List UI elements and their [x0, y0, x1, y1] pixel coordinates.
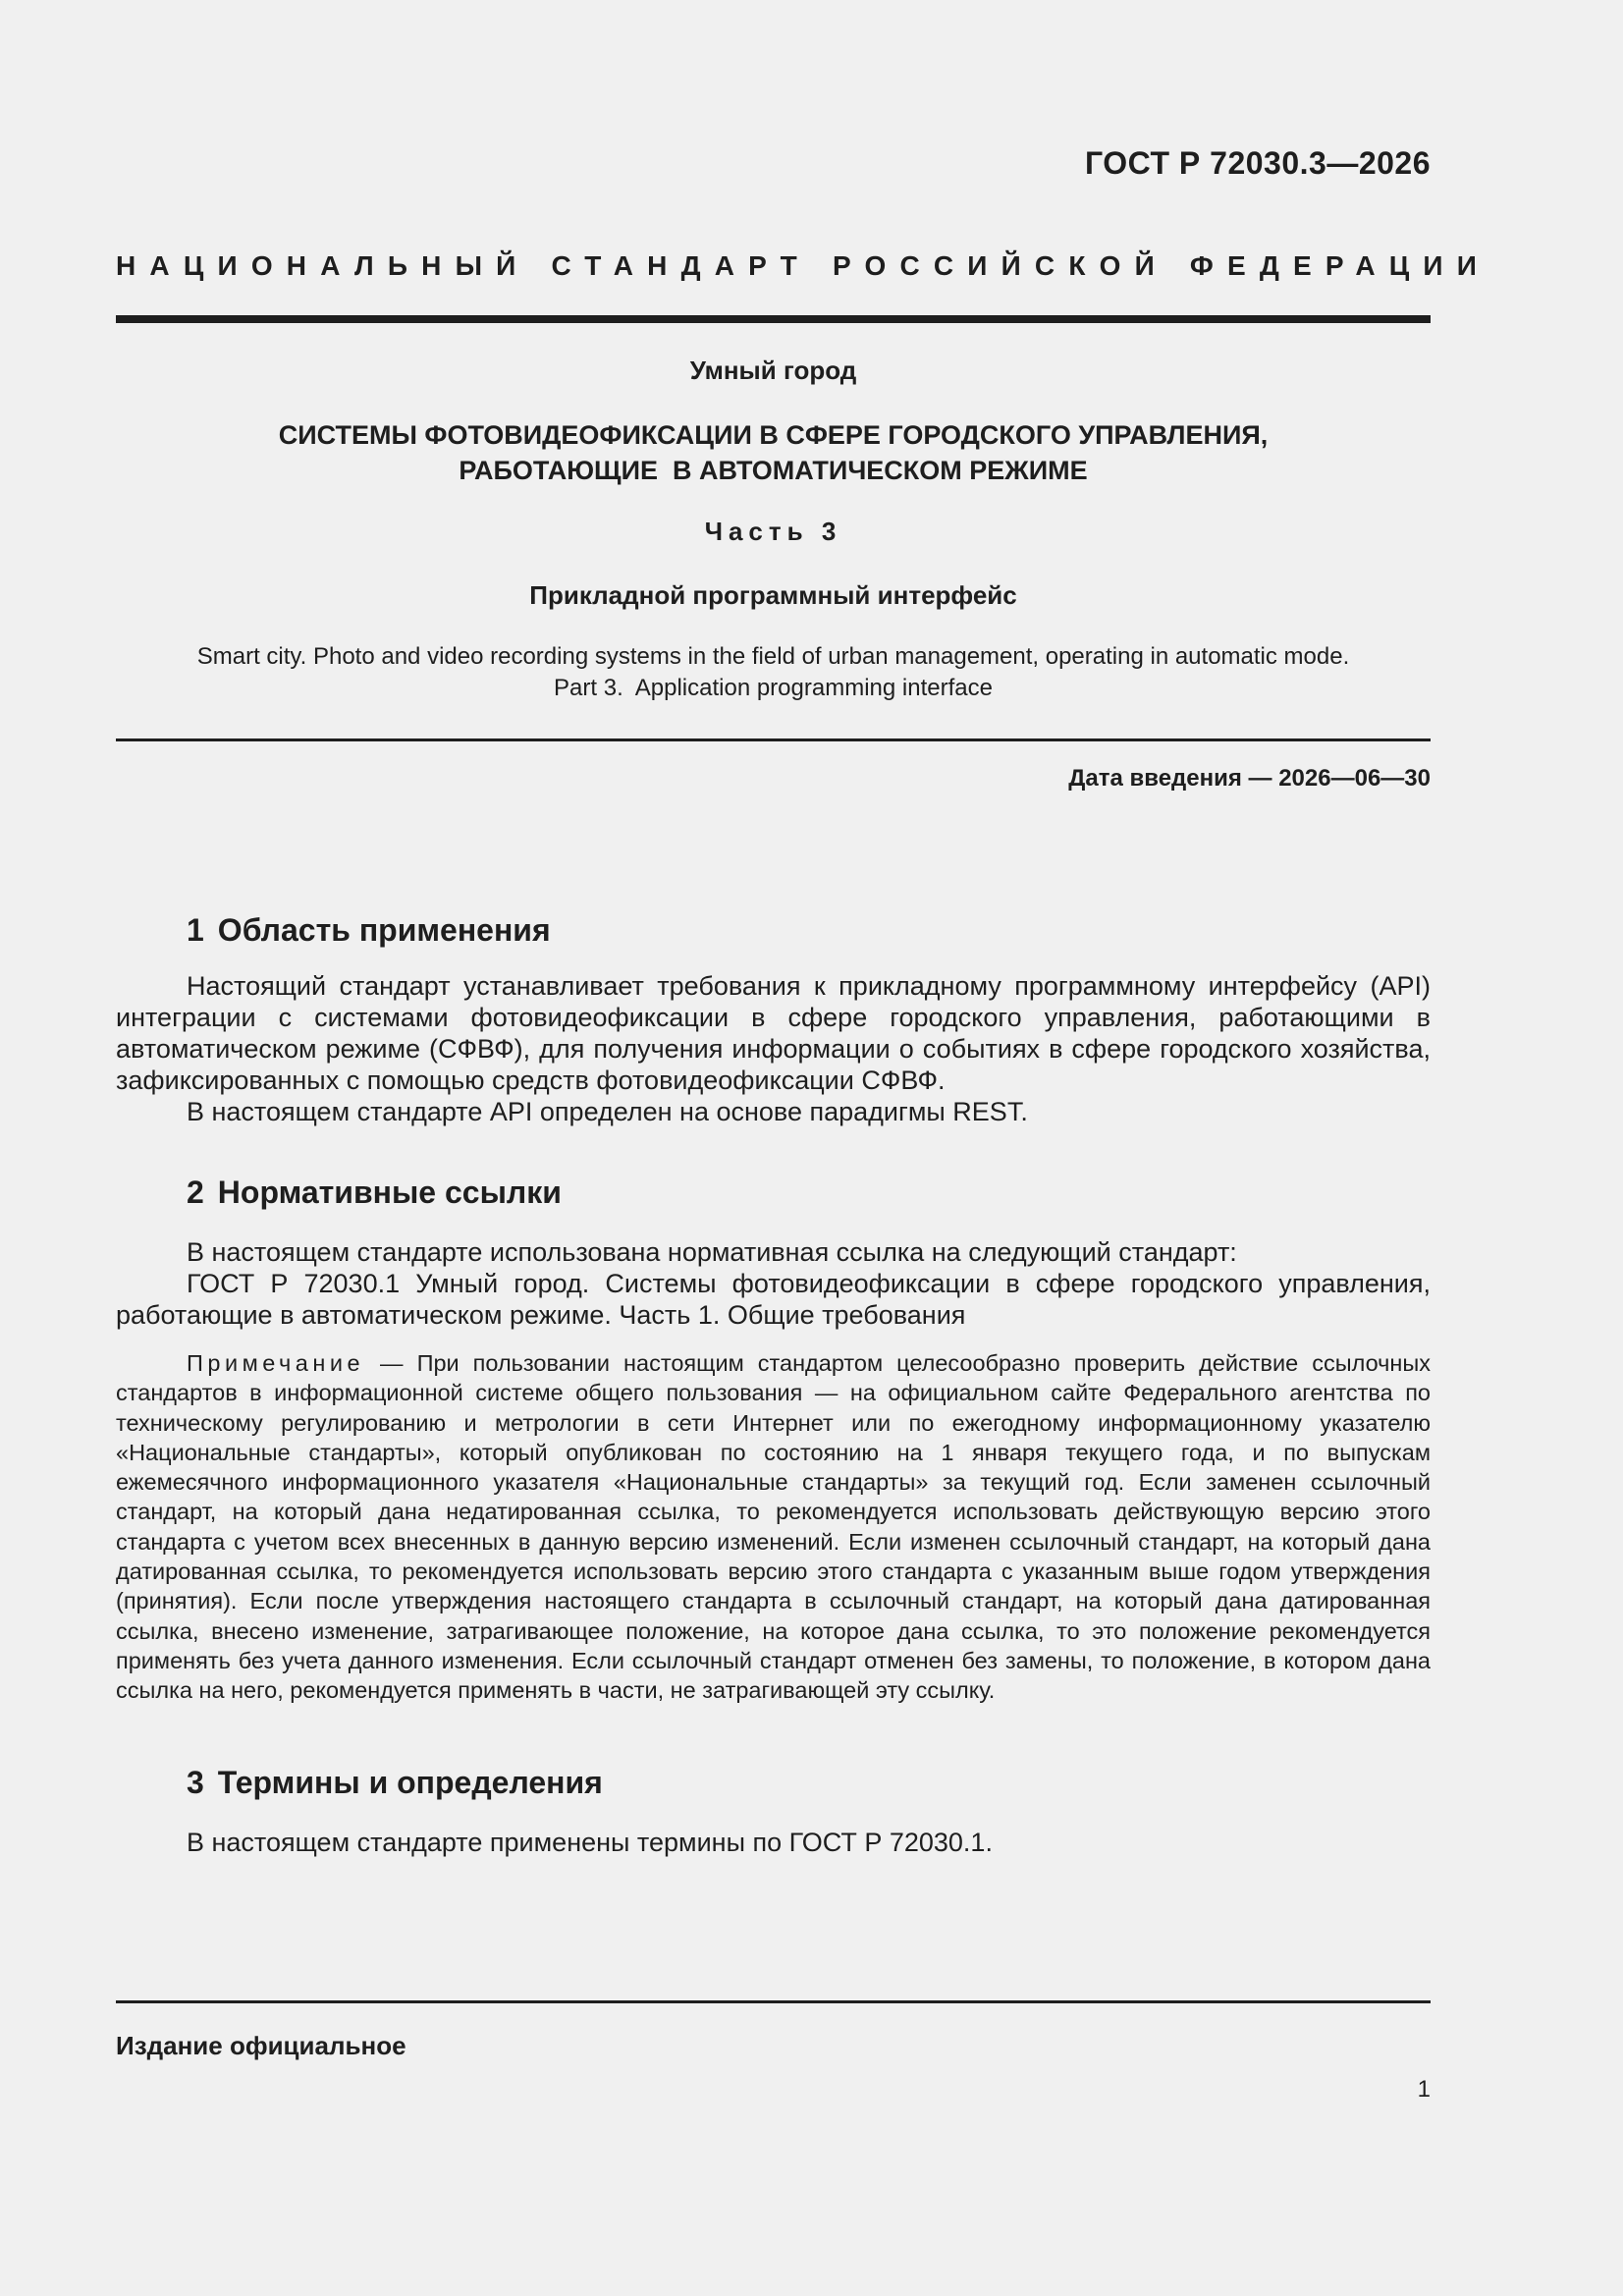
section-1-body	[116, 970, 1431, 1127]
section-1-title: Область применения	[217, 912, 551, 948]
official-edition-label: Издание официальное	[116, 2031, 406, 2060]
title-bottom-rule	[116, 738, 1431, 741]
section-1-paragraph-1: Настоящий стандарт устанавливает требования к прикладному программному интерфейсу (API) интеграции с системами фотовидеофиксации в сфере городского управления, работающими в автоматическом режиме (СФВФ), для получения информации о событиях в сфере городского хозяйства, зафиксированных с помощью средств фотовидеофиксации СФВФ.	[116, 971, 1431, 1095]
document-part-title: Прикладной программный интерфейс	[529, 580, 1017, 610]
document-subtitle: Умный город	[689, 355, 857, 385]
header-thick-rule	[116, 315, 1431, 323]
note-label: Примечание	[187, 1350, 365, 1376]
document-part: Часть 3	[704, 517, 842, 546]
standard-designation: ГОСТ Р 72030.3—2026	[1085, 145, 1431, 181]
section-3-body	[116, 1827, 1431, 1858]
introduction-date: Дата введения — 2026—06—30	[1068, 765, 1431, 792]
section-2-body	[116, 1236, 1431, 1331]
section-2-note	[116, 1348, 1431, 1706]
section-2-paragraph-1: В настоящем стандарте использована нормативная ссылка на следующий стандарт:	[187, 1237, 1237, 1267]
document-title	[116, 417, 1431, 488]
section-3-heading	[187, 1765, 603, 1801]
english-title-line-1: Smart city. Photo and video recording systems in the field of urban management, operating in automatic mode.	[196, 643, 1350, 670]
document-title-line-2: РАБОТАЮЩИЕ В АВТОМАТИЧЕСКОМ РЕЖИМЕ	[459, 456, 1088, 485]
section-1-heading	[187, 912, 551, 949]
english-title	[116, 641, 1431, 704]
english-title-line-2: Part 3. Application programming interface	[554, 675, 993, 701]
section-2-title: Нормативные ссылки	[217, 1175, 562, 1210]
section-1-paragraph-2: В настоящем стандарте API определен на основе парадигмы REST.	[187, 1097, 1028, 1126]
section-2-reference: ГОСТ Р 72030.1 Умный город. Системы фотовидеофиксации в сфере городского управления, работающие в автоматическом режиме. Часть 1. Общие требования	[116, 1269, 1431, 1330]
footer-rule	[116, 2000, 1431, 2003]
section-3-title: Термины и определения	[217, 1765, 603, 1800]
document-title-line-1: СИСТЕМЫ ФОТОВИДЕОФИКСАЦИИ В СФЕРЕ ГОРОДСКОГО УПРАВЛЕНИЯ,	[278, 420, 1269, 450]
section-3-paragraph-1: В настоящем стандарте применены термины по ГОСТ Р 72030.1.	[187, 1828, 993, 1857]
section-2-number: 2	[187, 1175, 204, 1210]
section-2-heading	[187, 1175, 562, 1211]
note-text: — При пользовании настоящим стандартом целесообразно проверить действие ссылочных стандартов в информационной системе общего пользования — на официальном сайте Федерального агентства по техническому регулированию и метрологии в сети Интернет или по ежегодному информационному указателю «Национальные стандарты», который опубликован по состоянию на 1 января текущего года, и по выпускам ежемесячного информационного указателя «Национальные стандарты» за текущий год. Если заменен ссылочный стандарт, на который дана недатированная ссылка, то рекомендуется использовать действующую версию этого стандарта с учетом всех внесенных в данную версию изменений. Если изменен ссылочный стандарт, на который дана датированная ссылка, то рекомендуется использовать версию этого стандарта с указанным выше годом утверждения (принятия). Если после утверждения настоящего стандарта в ссылочный стандарт, на который дана датированная ссылка, внесено изменение, затрагивающее положение, на которое дана ссылка, то это положение рекомендуется применять без учета данного изменения. Если ссылочный стандарт отменен без замены, то положение, в котором дана ссылка на него, рекомендуется применять в части, не затрагивающей эту ссылку.	[116, 1350, 1431, 1704]
page-number: 1	[1417, 2076, 1431, 2103]
section-1-number: 1	[187, 912, 204, 948]
national-standard-banner: НАЦИОНАЛЬНЫЙ СТАНДАРТ РОССИЙСКОЙ ФЕДЕРАЦИИ	[116, 250, 1491, 281]
section-3-number: 3	[187, 1765, 204, 1800]
